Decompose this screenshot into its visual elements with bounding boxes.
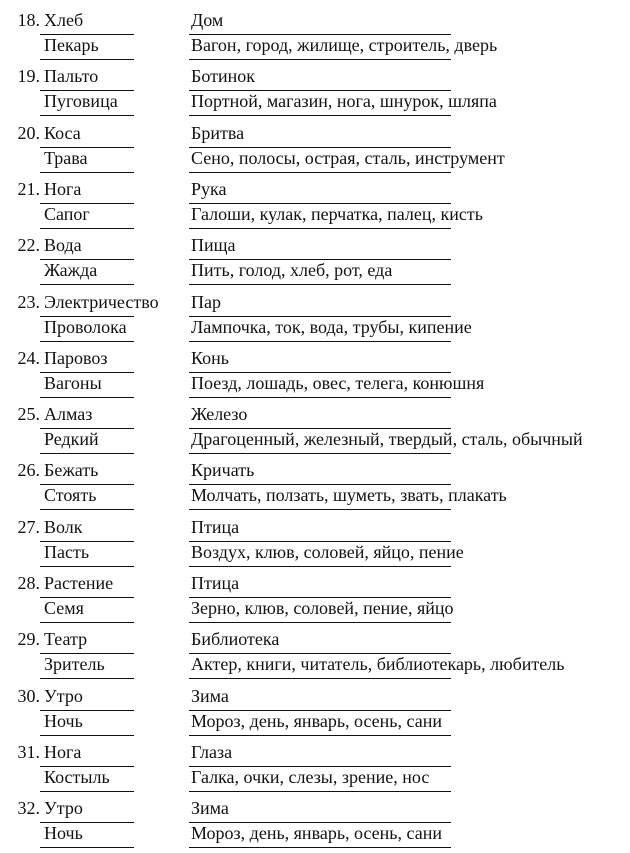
target-word: Птица: [191, 573, 240, 593]
rule-under-first-word: [40, 653, 134, 654]
rule-under-target-word: [189, 34, 451, 35]
rule-under-first-word: [40, 710, 134, 711]
analogy-item: [0, 571, 630, 627]
pair-first-word: Нога: [44, 178, 82, 199]
rule-under-second-word: [40, 453, 134, 454]
analogy-item: [0, 121, 630, 177]
rule-under-options: [189, 453, 451, 454]
item-number: 19.: [17, 66, 40, 87]
rule-under-first-word: [40, 484, 134, 485]
answer-options: Зерно, клюв, соловей, пение, яйцо: [191, 598, 454, 618]
rule-under-second-word: [40, 509, 134, 510]
rule-under-second-word: [40, 341, 134, 342]
item-number: 32.: [17, 798, 40, 819]
target-word: Зима: [191, 798, 229, 819]
rule-under-first-word: [40, 541, 134, 542]
answer-options: Галоши, кулак, перчатка, палец, кисть: [191, 203, 483, 224]
target-word: Конь: [191, 347, 229, 368]
pair-second-word: Вагоны: [44, 372, 102, 393]
target-word: Библиотека: [191, 629, 280, 650]
rule-under-second-word: [40, 847, 134, 848]
rule-under-options: [189, 566, 451, 567]
rule-under-options: [189, 791, 451, 792]
answer-options: Мороз, день, январь, осень, сани: [191, 823, 442, 844]
rule-under-second-word: [40, 566, 134, 567]
item-number: 28.: [17, 573, 40, 593]
analogy-item: [0, 796, 630, 852]
pair-first-word: Паровоз: [44, 347, 108, 368]
pair-second-word: Пасть: [44, 541, 90, 562]
analogy-item: [0, 684, 630, 740]
rule-under-second-word: [40, 228, 134, 229]
rule-under-target-word: [189, 541, 451, 542]
rule-under-second-word: [40, 397, 134, 398]
item-number: 27.: [17, 516, 40, 537]
analogy-item: [0, 8, 630, 64]
analogy-item: [0, 64, 630, 120]
answer-options: Актер, книги, читатель, библиотекарь, любитель: [191, 654, 565, 675]
rule-under-target-word: [189, 316, 451, 317]
rule-under-options: [189, 172, 451, 173]
item-number: 25.: [17, 404, 40, 425]
rule-under-first-word: [40, 34, 134, 35]
rule-under-options: [189, 509, 451, 510]
analogy-item: [0, 233, 630, 289]
rule-under-target-word: [189, 203, 451, 204]
target-word: Глаза: [191, 741, 233, 762]
rule-under-options: [189, 59, 451, 60]
target-word: Зима: [191, 685, 229, 706]
pair-second-word: Ночь: [44, 823, 83, 844]
target-word: Железо: [191, 404, 248, 425]
analogy-item: [0, 346, 630, 402]
item-number: 18.: [17, 10, 40, 30]
rule-under-second-word: [40, 622, 134, 623]
rule-under-target-word: [189, 653, 451, 654]
pair-second-word: Стоять: [44, 485, 97, 506]
rule-under-options: [189, 115, 451, 116]
pair-second-word: Трава: [44, 147, 88, 168]
pair-second-word: Ночь: [44, 710, 83, 731]
analogy-item: [0, 290, 630, 346]
pair-first-word: Растение: [44, 573, 114, 593]
rule-under-target-word: [189, 822, 451, 823]
target-word: Пар: [191, 291, 221, 312]
answer-options: Портной, магазин, нога, шнурок, шляпа: [191, 91, 497, 112]
pair-second-word: Зритель: [44, 654, 105, 675]
rule-under-target-word: [189, 90, 451, 91]
rule-under-target-word: [189, 428, 451, 429]
target-word: Дом: [191, 10, 224, 30]
analogy-item: [0, 402, 630, 458]
rule-under-first-word: [40, 372, 134, 373]
rule-under-second-word: [40, 678, 134, 679]
rule-under-options: [189, 622, 451, 623]
rule-under-target-word: [189, 710, 451, 711]
rule-under-options: [189, 847, 451, 848]
rule-under-target-word: [189, 766, 451, 767]
pair-second-word: Жажда: [44, 260, 98, 281]
pair-second-word: Сапог: [44, 203, 90, 224]
item-number: 23.: [17, 291, 40, 312]
rule-under-second-word: [40, 172, 134, 173]
answer-options: Молчать, ползать, шуметь, звать, плакать: [191, 485, 507, 506]
item-number: 26.: [17, 460, 40, 481]
pair-first-word: Утро: [44, 798, 83, 819]
item-number: 29.: [17, 629, 40, 650]
answer-options: Мороз, день, январь, осень, сани: [191, 710, 442, 731]
item-number: 21.: [17, 178, 40, 199]
rule-under-second-word: [40, 284, 134, 285]
pair-second-word: Проволока: [44, 316, 127, 337]
pair-first-word: Коса: [44, 122, 81, 143]
answer-options: Вагон, город, жилище, строитель, дверь: [191, 35, 498, 55]
answer-options: Драгоценный, железный, твердый, сталь, обычный: [191, 429, 583, 450]
pair-second-word: Семя: [44, 598, 84, 618]
item-number: 20.: [17, 122, 40, 143]
answer-options: Галка, очки, слезы, зрение, нос: [191, 766, 430, 787]
analogy-item: [0, 740, 630, 796]
target-word: Рука: [191, 178, 227, 199]
rule-under-first-word: [40, 259, 134, 260]
item-number: 24.: [17, 347, 40, 368]
answer-options: Сено, полосы, острая, сталь, инструмент: [191, 147, 505, 168]
rule-under-second-word: [40, 791, 134, 792]
item-number: 22.: [17, 235, 40, 256]
analogy-item: [0, 627, 630, 683]
target-word: Птица: [191, 516, 240, 537]
pair-first-word: Электричество: [44, 291, 159, 312]
pair-first-word: Хлеб: [44, 10, 84, 30]
item-number: 30.: [17, 685, 40, 706]
rule-under-target-word: [189, 597, 451, 598]
analogy-item: [0, 458, 630, 514]
pair-second-word: Пекарь: [44, 35, 99, 55]
rule-under-options: [189, 284, 451, 285]
answer-options: Пить, голод, хлеб, рот, еда: [191, 260, 393, 281]
answer-options: Лампочка, ток, вода, трубы, кипение: [191, 316, 472, 337]
pair-first-word: Волк: [44, 516, 83, 537]
target-word: Пища: [191, 235, 236, 256]
rule-under-first-word: [40, 147, 134, 148]
rule-under-first-word: [40, 766, 134, 767]
rule-under-first-word: [40, 316, 134, 317]
answer-options: Воздух, клюв, соловей, яйцо, пение: [191, 541, 464, 562]
rule-under-options: [189, 678, 451, 679]
rule-under-first-word: [40, 428, 134, 429]
rule-under-target-word: [189, 484, 451, 485]
target-word: Кричать: [191, 460, 255, 481]
pair-first-word: Театр: [44, 629, 88, 650]
rule-under-options: [189, 341, 451, 342]
pair-first-word: Вода: [44, 235, 82, 256]
target-word: Бритва: [191, 122, 245, 143]
pair-first-word: Алмаз: [44, 404, 93, 425]
rule-under-options: [189, 228, 451, 229]
rule-under-first-word: [40, 822, 134, 823]
rule-under-target-word: [189, 372, 451, 373]
pair-second-word: Пуговица: [44, 91, 118, 112]
rule-under-target-word: [189, 147, 451, 148]
rule-under-second-word: [40, 115, 134, 116]
item-number: 31.: [17, 741, 40, 762]
answer-options: Поезд, лошадь, овес, телега, конюшня: [191, 372, 485, 393]
rule-under-options: [189, 735, 451, 736]
rule-under-second-word: [40, 59, 134, 60]
rule-under-options: [189, 397, 451, 398]
pair-second-word: Редкий: [44, 429, 99, 450]
pair-second-word: Костыль: [44, 766, 110, 787]
analogy-item: [0, 177, 630, 233]
rule-under-target-word: [189, 259, 451, 260]
pair-first-word: Пальто: [44, 66, 99, 87]
pair-first-word: Нога: [44, 741, 82, 762]
rule-under-first-word: [40, 597, 134, 598]
pair-first-word: Утро: [44, 685, 83, 706]
rule-under-first-word: [40, 90, 134, 91]
target-word: Ботинок: [191, 66, 255, 87]
pair-first-word: Бежать: [44, 460, 99, 481]
rule-under-second-word: [40, 735, 134, 736]
analogy-item: [0, 515, 630, 571]
rule-under-first-word: [40, 203, 134, 204]
